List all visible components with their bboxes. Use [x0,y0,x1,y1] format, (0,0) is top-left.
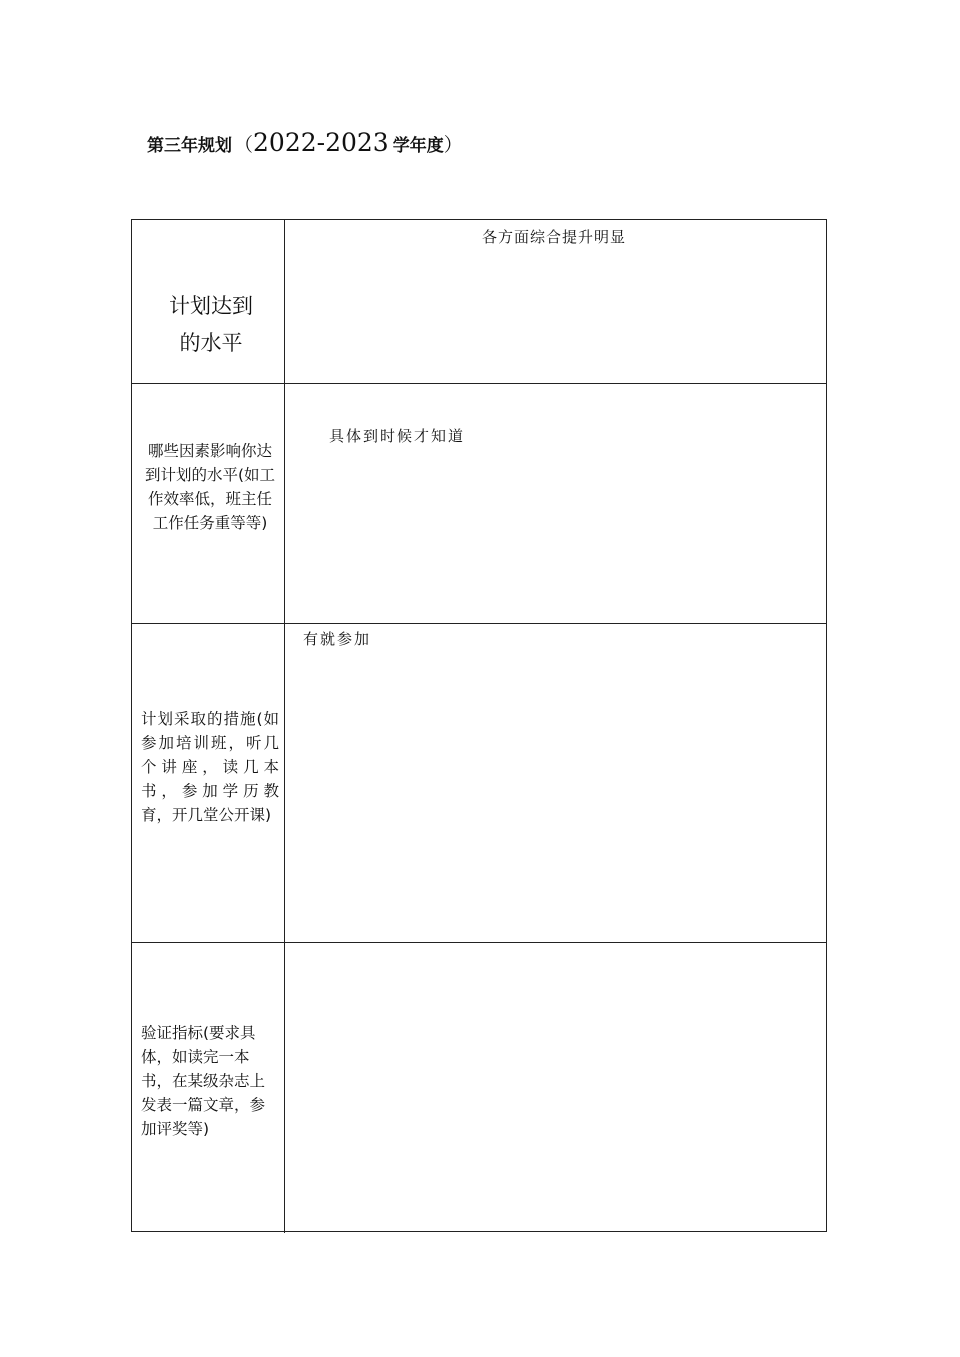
plan-table [131,219,827,1232]
title-suffix: 学年度 [392,136,444,156]
title-text: 第三年规划 [147,136,232,156]
title-open-paren: （ [234,134,254,156]
answer-text: 各方面综合提升明显 [482,228,627,246]
answer-text: 有就参加 [303,630,372,648]
label-cell [132,384,285,623]
table-row-verification-indicators [132,942,826,1233]
row-label: 哪些因素影响你达到计划的水平(如工作效率低，班主任工作任务重等等) [144,442,276,532]
title-year-range: 2022-2023 [253,128,389,157]
page-title [147,128,463,162]
table-row-target-level [132,220,826,383]
answer-text: 具体到时候才知道 [329,427,466,445]
row-label [156,288,266,362]
row-label-line-1: 计划达到 [169,294,253,318]
table-row-influencing-factors [132,383,826,623]
row-label: 验证指标(要求具体，如读完一本书，在某级杂志上发表一篇文章，参加评奖等) [141,1024,266,1138]
answer-cell[interactable] [285,220,826,383]
row-label: 计划采取的措施(如参加培训班，听几个讲座，读几本书，参加学历教育，开几堂公开课) [141,710,279,824]
table-row-planned-measures [132,623,826,942]
answer-cell[interactable] [285,943,826,1233]
label-cell [132,624,285,942]
label-cell [132,220,285,383]
answer-cell[interactable] [285,624,826,942]
row-label-line-2: 的水平 [179,331,243,355]
answer-cell[interactable] [285,384,826,623]
label-cell [132,943,285,1233]
title-close-paren: ） [443,134,463,156]
